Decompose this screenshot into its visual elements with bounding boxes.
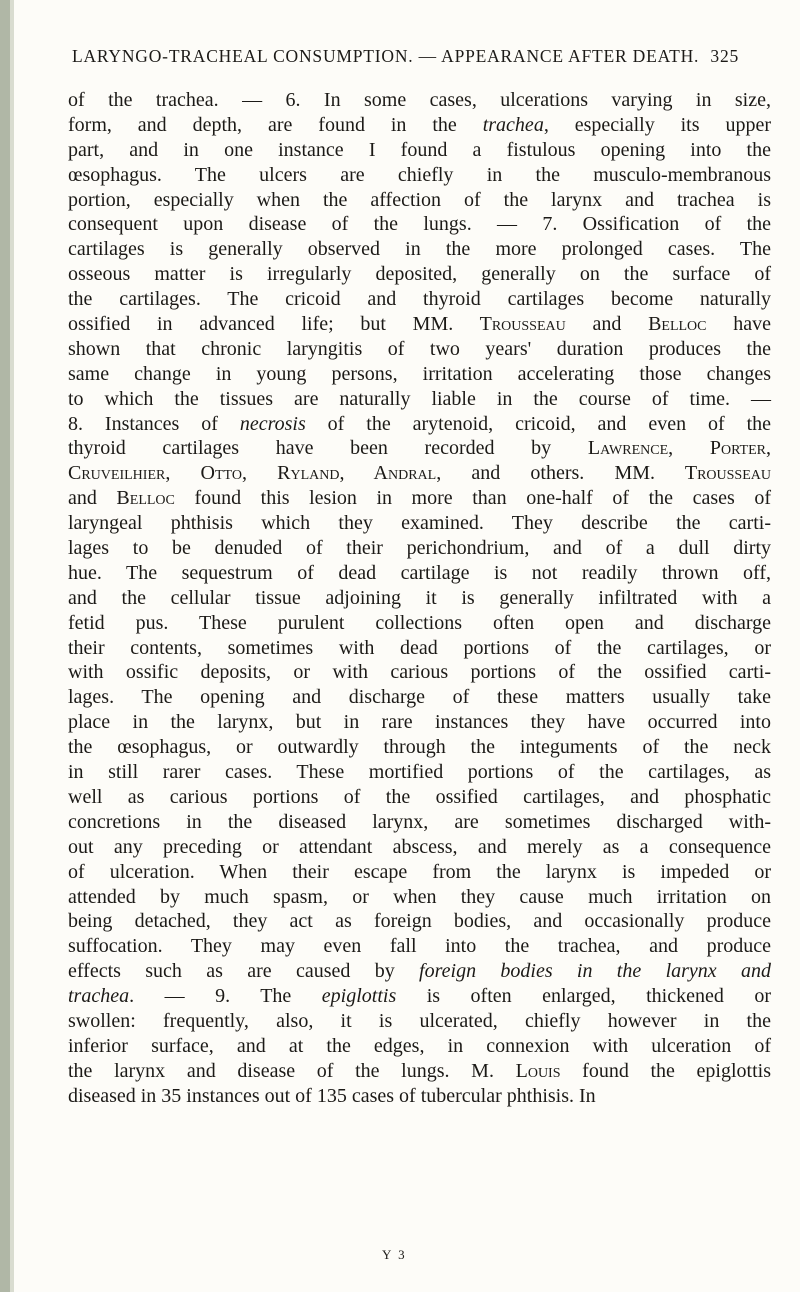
text-line: concretions in the diseased larynx, are sometimes discharged with- (68, 810, 771, 833)
running-head-title: LARYNGO-TRACHEAL CONSUMPTION. — APPEARANCE AFTER DEATH. (72, 46, 700, 66)
body-text (68, 88, 771, 1109)
text-line: to which the tissues are naturally liable in the course of time. — (68, 387, 771, 410)
text-line: ossified in advanced life; but MM. Trousseau and Belloc have (68, 313, 771, 336)
text-line: form, and depth, are found in the trachea, especially its upper (68, 113, 771, 136)
text-line: with ossific deposits, or with carious portions of the ossified carti- (68, 661, 771, 684)
text-line: attended by much spasm, or when they cause much irritation on (68, 885, 771, 908)
text-line: laryngeal phthisis which they examined. They describe the carti- (68, 512, 771, 535)
text-line: lages to be denuded of their perichondrium, and of a dull dirty (68, 537, 771, 560)
text-line: well as carious portions of the ossified cartilages, and phosphatic (68, 785, 771, 808)
text-line: effects such as are caused by foreign bodies in the larynx and (68, 960, 771, 983)
text-line: hue. The sequestrum of dead cartilage is not readily thrown off, (68, 561, 771, 584)
text-line: and the cellular tissue adjoining it is generally infiltrated with a (68, 586, 771, 609)
text-line: out any preceding or attendant abscess, and merely as a consequence (68, 835, 771, 858)
page-number: 325 (710, 46, 740, 66)
text-line: place in the larynx, but in rare instances they have occurred into (68, 711, 771, 734)
text-line: shown that chronic laryngitis of two years' duration produces the (68, 337, 771, 360)
text-line: of the trachea. — 6. In some cases, ulcerations varying in size, (68, 89, 771, 111)
text-line: œsophagus. The ulcers are chiefly in the musculo-membranous (68, 163, 771, 186)
page-gutter-shadow (10, 0, 14, 1292)
text-line: 8. Instances of necrosis of the arytenoid, cricoid, and even of the (68, 412, 772, 435)
text-line: being detached, they act as foreign bodies, and occasionally produce (68, 910, 771, 933)
text-line: trachea. — 9. The epiglottis is often enlarged, thickened or (68, 985, 771, 1008)
text-line: fetid pus. These purulent collections often open and discharge (68, 611, 771, 634)
text-line: in still rarer cases. These mortified portions of the cartilages, as (68, 761, 771, 784)
text-line: the larynx and disease of the lungs. M. Louis found the epiglottis (68, 1059, 771, 1082)
text-line: of ulceration. When their escape from the larynx is impeded or (68, 860, 771, 883)
text-line: their contents, sometimes with dead portions of the cartilages, or (68, 636, 771, 659)
text-line: lages. The opening and discharge of these matters usually take (68, 686, 771, 709)
text-line: Cruveilhier, Otto, Ryland, Andral, and others. MM. Trousseau (68, 462, 771, 485)
text-line: and Belloc found this lesion in more than one-half of the cases of (68, 487, 772, 510)
text-line: diseased in 35 instances out of 135 cases of tubercular phthisis. In (68, 1084, 596, 1107)
text-line: same change in young persons, irritation accelerating those changes (68, 362, 771, 385)
text-line: consequent upon disease of the lungs. — 7. Ossification of the (68, 213, 771, 236)
text-line: suffocation. They may even fall into the trachea, and produce (68, 935, 771, 958)
text-line: part, and in one instance I found a fistulous opening into the (68, 138, 771, 161)
text-line: thyroid cartilages have been recorded by Lawrence, Porter, (68, 437, 772, 460)
signature-mark: Y 3 (382, 1247, 407, 1262)
text-line: swollen: frequently, also, it is ulcerated, chiefly however in the (68, 1009, 771, 1032)
text-line: osseous matter is irregularly deposited, generally on the surface of (68, 263, 771, 286)
text-line: the cartilages. The cricoid and thyroid cartilages become naturally (68, 288, 771, 311)
text-line: cartilages is generally observed in the more prolonged cases. The (68, 238, 771, 261)
page-binding-edge (0, 0, 10, 1292)
text-line: inferior surface, and at the edges, in connexion with ulceration of (68, 1034, 771, 1057)
text-line: portion, especially when the affection of the larynx and trachea is (68, 188, 771, 211)
text-line: the œsophagus, or outwardly through the integuments of the neck (68, 736, 771, 759)
running-head (72, 46, 772, 67)
